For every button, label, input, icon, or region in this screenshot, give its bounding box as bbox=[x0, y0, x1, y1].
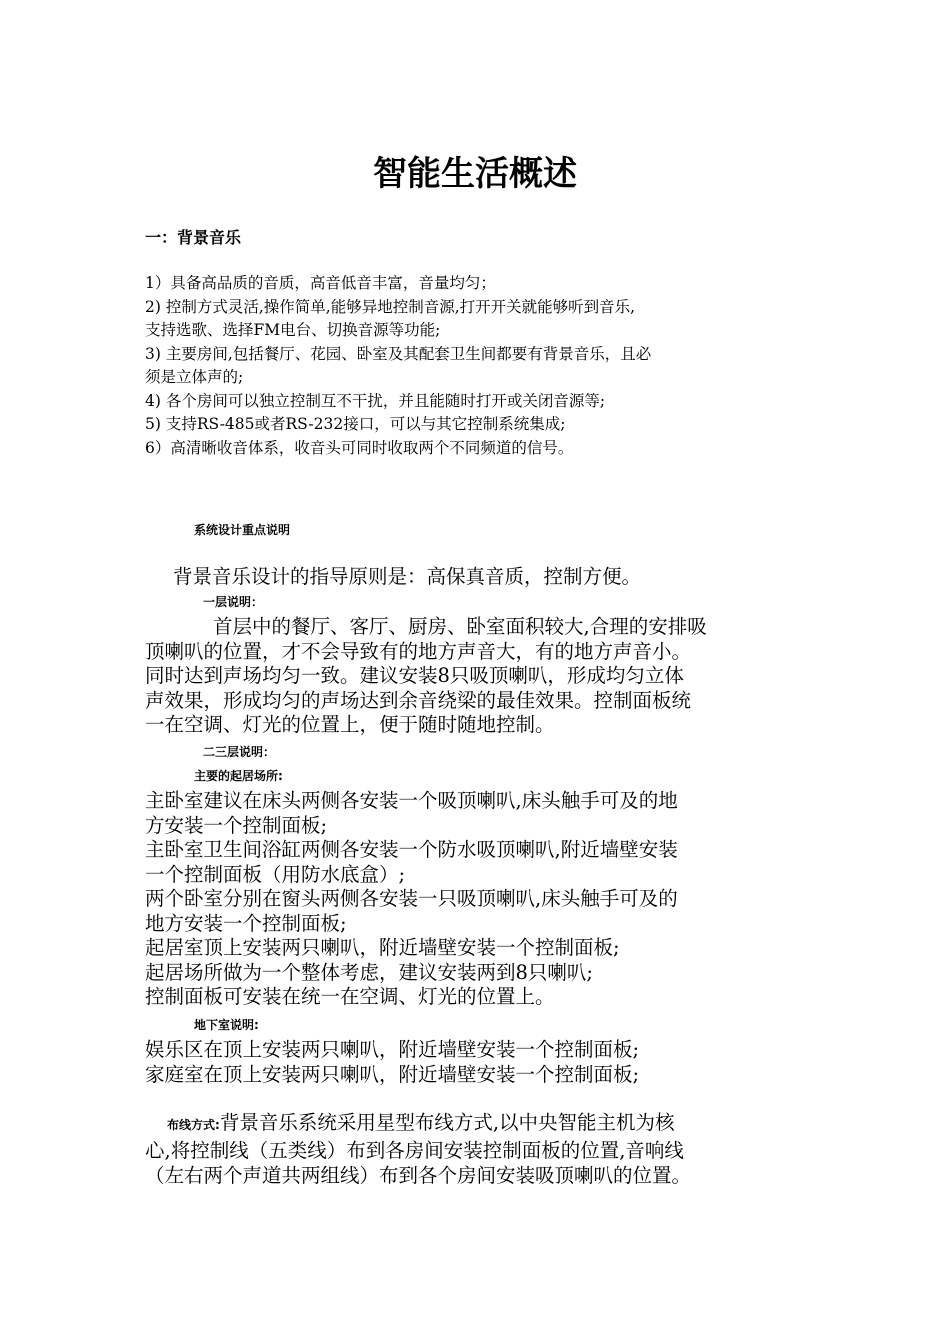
paragraph-line: 方安装一个控制面板; bbox=[145, 813, 328, 837]
paragraph-line: 一个控制面板（用防水底盒）; bbox=[145, 862, 406, 886]
list-item: 支持选歌、选择FM电台、切换音源等功能; bbox=[145, 321, 441, 339]
living-areas-heading: 主要的起居场所: bbox=[194, 769, 283, 783]
paragraph-line: 声效果，形成均匀的声场达到余音绕梁的最佳效果。控制面板统 bbox=[145, 688, 692, 712]
paragraph-line: 主卧室卫生间浴缸两侧各安装一个防水吸顶喇叭,附近墙壁安装 bbox=[145, 838, 678, 861]
paragraph-line: 起居场所做为一个整体考虑，建议安装两到8只喇叭; bbox=[145, 960, 593, 984]
paragraph-line: 心,将控制线（五类线）布到各房间安装控制面板的位置,音响线 bbox=[145, 1139, 684, 1162]
paragraph-line: 主卧室建议在床头两侧各安装一个吸顶喇叭,床头触手可及的地 bbox=[145, 789, 678, 812]
paragraph-line: 娱乐区在顶上安装两只喇叭，附近墙壁安装一个控制面板; bbox=[145, 1038, 640, 1061]
floor1-paragraph bbox=[145, 615, 770, 738]
paragraph-line: 一在空调、灯光的位置上，便于随时随地控制。 bbox=[145, 713, 555, 736]
paragraph-line: （左右两个声道共两组线）布到各个房间安装吸顶喇叭的位置。 bbox=[145, 1164, 692, 1187]
list-item: 1）具备高品质的音质，高音低音丰富，音量均匀； bbox=[145, 274, 496, 292]
list-item: 3) 主要房间,包括餐厅、花园、卧室及其配套卫生间都要有背景音乐，且必 bbox=[145, 344, 652, 363]
list-item: 须是立体声的; bbox=[145, 368, 244, 386]
paragraph-line: 控制面板可安装在统一在空调、灯光的位置上。 bbox=[145, 985, 555, 1008]
paragraph-line: 地方安装一个控制面板; bbox=[145, 911, 347, 935]
wiring-text: 背景音乐系统采用星型布线方式,以中央智能主机为核 bbox=[219, 1111, 675, 1134]
paragraph-line: 起居室顶上安装两只喇叭，附近墙壁安装一个控制面板; bbox=[145, 936, 620, 959]
wiring-paragraph bbox=[145, 1110, 770, 1188]
paragraph-line: 两个卧室分别在窗头两侧各安装一只吸顶喇叭,床头触手可及的 bbox=[145, 887, 678, 910]
list-item: 6）高清晰收音体系，收音头可同时收取两个不同频道的信号。 bbox=[145, 438, 574, 457]
floor23-heading: 二三层说明： bbox=[203, 745, 276, 759]
basement-heading: 地下室说明: bbox=[194, 1018, 259, 1032]
list-item: 5) 支持RS-485或者RS-232接口，可以与其它控制系统集成; bbox=[145, 415, 566, 433]
paragraph-line: 首层中的餐厅、客厅、厨房、卧室面积较大,合理的安排吸 bbox=[213, 615, 707, 638]
list-item: 4) 各个房间可以独立控制互不干扰，并且能随时打开或关闭音源等; bbox=[145, 391, 606, 410]
design-heading: 系统设计重点说明 bbox=[194, 523, 291, 537]
section-heading-background-music: 一：背景音乐 bbox=[145, 228, 242, 247]
paragraph-line bbox=[145, 1110, 770, 1138]
document-title: 智能生活概述 bbox=[373, 154, 577, 194]
basement-paragraph bbox=[145, 1038, 770, 1087]
requirements-list bbox=[145, 272, 785, 460]
floor1-heading: 一层说明： bbox=[203, 595, 264, 609]
paragraph-line: 同时达到声场均匀一致。建议安装8只吸顶喇叭，形成均匀立体 bbox=[145, 664, 684, 687]
living-areas-paragraph bbox=[145, 789, 770, 1010]
list-item: 2) 控制方式灵活,操作简单,能够异地控制音源,打开开关就能够听到音乐, bbox=[145, 297, 636, 316]
wiring-label: 布线方式: bbox=[167, 1118, 220, 1132]
design-guideline: 背景音乐设计的指导原则是：高保真音质，控制方便。 bbox=[173, 565, 642, 588]
paragraph-line: 家庭室在顶上安装两只喇叭，附近墙壁安装一个控制面板; bbox=[145, 1062, 640, 1086]
paragraph-line: 顶喇叭的位置，才不会导致有的地方声音大，有的地方声音小。 bbox=[145, 639, 692, 663]
